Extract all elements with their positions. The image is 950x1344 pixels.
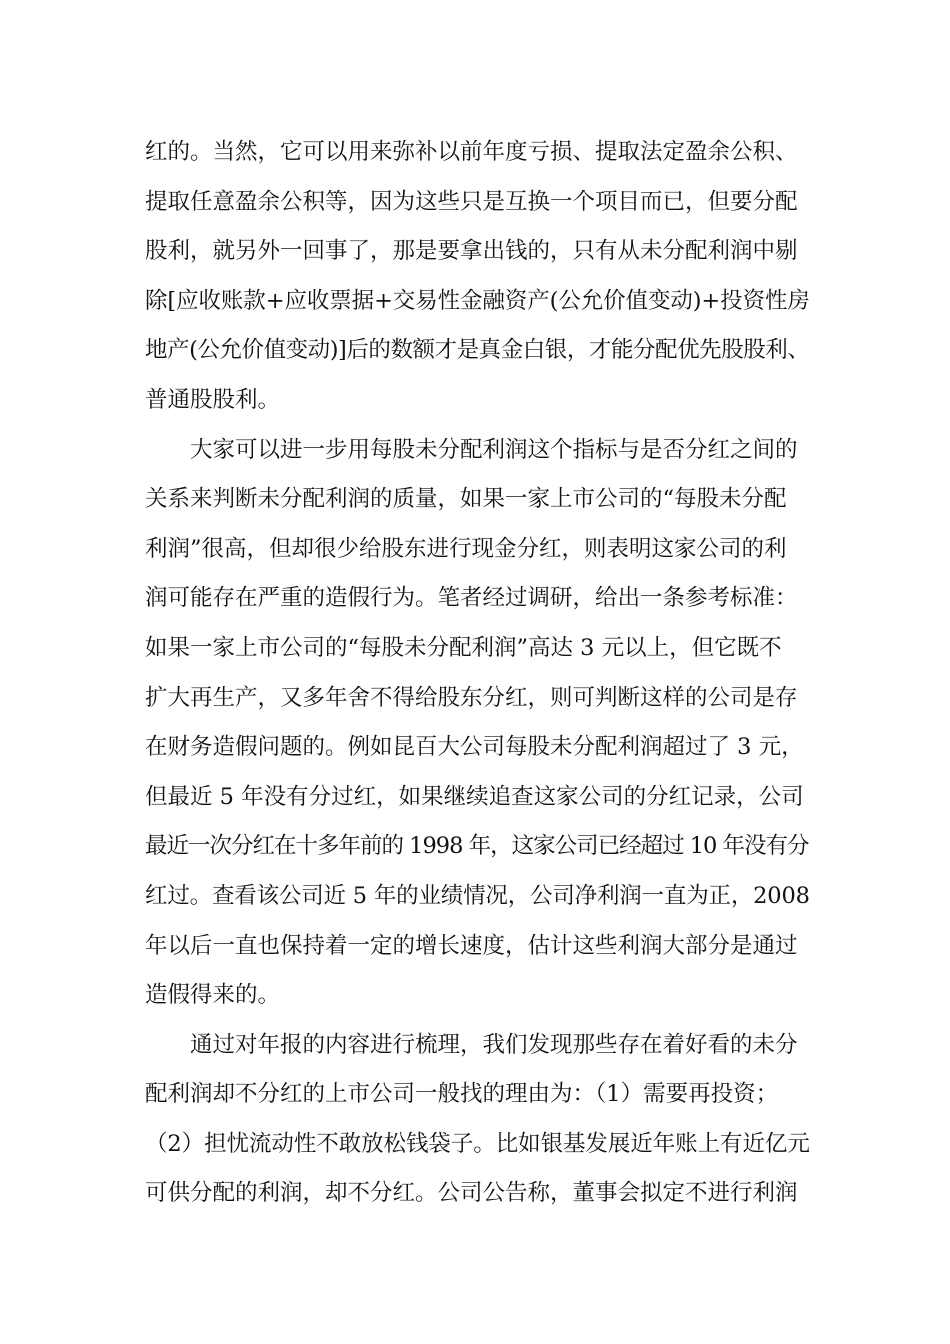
text-line: 红过。查看该公司近 5 年的业绩情况，公司净利润一直为正，2008: [145, 882, 810, 909]
text-line: 如果一家上市公司的“每股未分配利润”高达 3 元以上，但它既不: [145, 634, 782, 661]
text-line: 扩大再生产，又多年舍不得给股东分红，则可判断这样的公司是存: [145, 684, 798, 711]
text-line: 提取任意盈余公积等，因为这些只是互换一个项目而已，但要分配: [145, 188, 798, 215]
paragraph-first-line: 通过对年报的内容进行梳理，我们发现那些存在着好看的未分: [190, 1031, 798, 1058]
text-line: 利润”很高，但却很少给股东进行现金分红，则表明这家公司的利: [145, 535, 787, 562]
text-line: 股利，就另外一回事了，那是要拿出钱的，只有从未分配利润中剔: [145, 238, 798, 265]
text-line: 造假得来的。: [145, 982, 281, 1009]
text-line: 红的。当然，它可以用来弥补以前年度亏损、提取法定盈余公积、: [145, 139, 798, 165]
text-line: 关系来判断未分配利润的质量，如果一家上市公司的“每股未分配: [145, 486, 787, 513]
text-line: 可供分配的利润，却不分红。公司公告称，董事会拟定不进行利润: [145, 1180, 798, 1207]
body-text: [145, 128, 810, 1219]
text-line: 配利润却不分红的上市公司一般找的理由为：（1）需要再投资；: [145, 1081, 779, 1108]
text-line: 普通股股利。: [145, 386, 281, 413]
text-line: 除[应收账款+应收票据+交易性金融资产(公允价值变动)+投资性房: [145, 287, 810, 314]
text-line: 年以后一直也保持着一定的增长速度，估计这些利润大部分是通过: [145, 932, 798, 959]
paragraph-first-line: 大家可以进一步用每股未分配利润这个指标与是否分红之间的: [190, 436, 798, 463]
text-line: 在财务造假问题的。例如昆百大公司每股未分配利润超过了 3 元，: [145, 734, 804, 761]
text-line: （2）担忧流动性不敢放松钱袋子。比如银基发展近年账上有近亿元: [145, 1130, 810, 1157]
text-line: 地产(公允价值变动)]后的数额才是真金白银，才能分配优先股股利、: [145, 337, 810, 364]
text-line: 但最近 5 年没有分过红，如果继续追查这家公司的分红记录，公司: [145, 783, 804, 810]
text-line: 最近一次分红在十多年前的 1998 年，这家公司已经超过 10 年没有分: [145, 833, 809, 860]
text-line: 润可能存在严重的造假行为。笔者经过调研，给出一条参考标准：: [145, 585, 798, 612]
